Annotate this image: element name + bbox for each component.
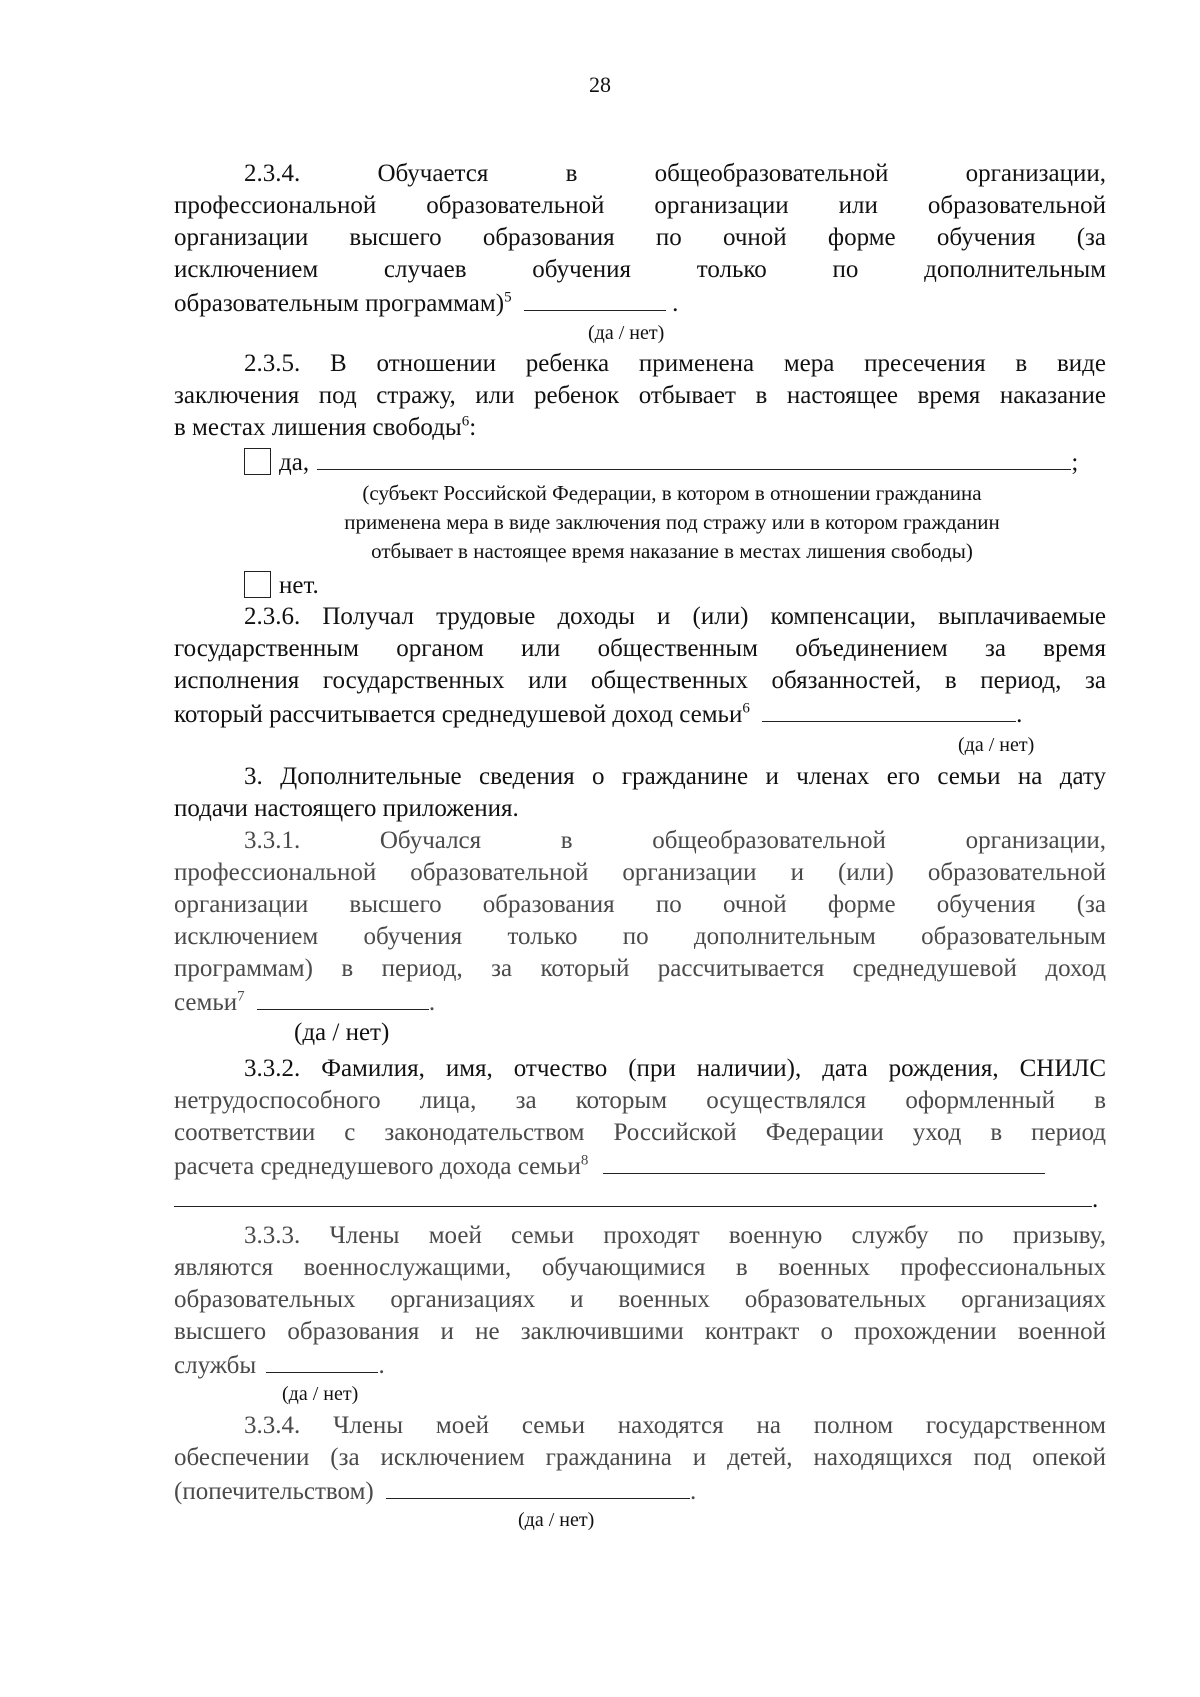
s332-continuation (174, 1182, 1098, 1216)
word: высшего (349, 224, 442, 251)
word: обучения (936, 224, 1036, 251)
period: . (672, 290, 679, 317)
s332-last-line (174, 1149, 1045, 1183)
s236-answer-field[interactable] (762, 697, 1016, 722)
s3-line-0: 3. Дополнительные сведения о гражданине и членах его семьи на дату (244, 763, 1106, 790)
s333-last-text: службы (174, 1352, 257, 1379)
s334-answer-field[interactable] (386, 1474, 690, 1499)
page-number: 28 (589, 72, 611, 97)
s235-last-text: в местах лишения свободы (174, 414, 462, 441)
s331-line-4: программам) в период, за который рассчитывается среднедушевой доход (174, 955, 1106, 982)
s3-last-line: подачи настоящего приложения. (174, 795, 519, 822)
word: профессиональной (174, 192, 377, 219)
s332-line-0: 3.3.2. Фамилия, имя, отчество (при наличии), дата рождения, СНИЛС (244, 1055, 1106, 1082)
s234-line-3 (174, 254, 1106, 286)
period: . (1016, 701, 1023, 728)
word: по (832, 256, 859, 283)
s332-answer-field[interactable] (603, 1149, 1045, 1174)
s331-last-line (174, 985, 435, 1019)
word: организации (654, 192, 789, 219)
s234-line-2 (174, 222, 1106, 254)
period: . (378, 1352, 385, 1379)
s334-hint: (да / нет) (518, 1509, 595, 1531)
s334-line-1: обеспечении (за исключением гражданина и детей, находящихся под опекой (174, 1444, 1106, 1471)
s331-line-0 (244, 825, 1106, 857)
no-checkbox[interactable] (244, 571, 271, 598)
word: организации (174, 224, 309, 251)
s236-line-1: государственным органом или общественным объединением за время (174, 635, 1106, 662)
semicolon: ; (1071, 449, 1079, 476)
s331-last-text: семьи (174, 989, 238, 1016)
word: образовательной (426, 192, 605, 219)
word: случаев (383, 256, 467, 283)
s235-hint-0: (субъект Российской Федерации, в котором в отношении гражданина (362, 481, 982, 505)
s236-hint: (да / нет) (958, 734, 1035, 756)
s333-hint: (да / нет) (282, 1383, 359, 1405)
s333-line-3: высшего образования и не заключившими контракт о прохождении военной (174, 1318, 1106, 1345)
s234-last-line (174, 286, 678, 320)
word: организации, (965, 827, 1107, 854)
s331-answer-field[interactable] (257, 985, 429, 1010)
word: дополнительным (924, 256, 1107, 283)
period: . (428, 989, 436, 1016)
s333-line-2: образовательных организациях и военных образовательных организациях (174, 1286, 1106, 1313)
period: . (689, 1478, 697, 1505)
word: образования (482, 224, 615, 251)
word: или (838, 192, 878, 219)
word: по (655, 224, 682, 251)
footnote-ref: 8 (580, 1152, 589, 1169)
s334-last-text: (попечительством) (174, 1478, 374, 1505)
colon: : (469, 414, 477, 441)
word: очной (722, 224, 787, 251)
word: 2.3.4. (244, 160, 301, 187)
s236-line-2: исполнения государственных или общественных обязанностей, в период, за (174, 667, 1106, 694)
s331-hint: (да / нет) (294, 1019, 390, 1046)
period: . (1092, 1186, 1099, 1213)
word: в (560, 827, 573, 854)
s236-line-0: 2.3.6. Получал трудовые доходы и (или) компенсации, выплачиваемые (244, 603, 1106, 630)
no-label: нет. (279, 572, 319, 599)
footnote-ref: 7 (237, 988, 245, 1005)
s334-last-line (174, 1474, 696, 1508)
s235-line-0: 2.3.5. В отношении ребенка применена мера пресечения в виде (244, 350, 1106, 377)
s331-line-3: исключением обучения только по дополнительным образовательным (174, 923, 1106, 950)
word: 3.3.1. (244, 827, 301, 854)
s332-line-2: соответствии с законодательством Российской Федерации уход в период (174, 1119, 1106, 1146)
s235-hint-2: отбывает в настоящее время наказание в местах лишения свободы) (371, 539, 973, 563)
s236-last-line (174, 697, 1022, 731)
word: форме (827, 224, 896, 251)
footnote-ref: 6 (742, 700, 750, 717)
word: образовательной (927, 192, 1107, 219)
s234-answer-field[interactable] (524, 286, 666, 311)
s236-last-text: который рассчитывается среднедушевой доход семьи (174, 701, 743, 728)
footnote-ref: 6 (461, 413, 470, 430)
s332-line-1: нетрудоспособного лица, за которым осуществлялся оформленный в (174, 1087, 1106, 1114)
s234-hint: (да / нет) (588, 322, 665, 344)
s234-last-text: образовательным программам) (174, 290, 505, 317)
yes-label: да, (279, 449, 310, 476)
yes-checkbox[interactable] (244, 448, 271, 475)
word: только (696, 256, 767, 283)
s235-region-field[interactable] (317, 445, 1071, 470)
footnote-ref: 5 (504, 289, 512, 306)
word: общеобразовательной (652, 827, 886, 854)
word: обучения (532, 256, 631, 283)
s332-answer-field-2[interactable] (174, 1182, 1092, 1207)
word: (за (1076, 224, 1107, 251)
s235-last-line (174, 412, 476, 444)
s235-option-no (244, 570, 319, 602)
s234-line-1 (174, 190, 1106, 222)
s235-option-yes (244, 445, 1078, 479)
word: в (565, 160, 578, 187)
s332-last-text: расчета среднедушевого дохода семьи (174, 1153, 581, 1180)
s333-last-line (174, 1348, 385, 1382)
s334-line-0: 3.3.4. Члены моей семьи находятся на полном государственном (244, 1412, 1106, 1439)
s333-answer-field[interactable] (266, 1348, 378, 1373)
word: Обучался (379, 827, 482, 854)
s235-hint-1: применена мера в виде заключения под стражу или в котором гражданин (344, 510, 1000, 534)
s333-line-1: являются военнослужащими, обучающимися в военных профессиональных (174, 1254, 1106, 1281)
s333-line-0: 3.3.3. Члены моей семьи проходят военную службу по призыву, (244, 1222, 1106, 1249)
s235-line-1: заключения под стражу, или ребенок отбывает в настоящее время наказание (174, 382, 1106, 409)
word: организации, (965, 160, 1107, 187)
word: общеобразовательной (654, 160, 889, 187)
word: Обучается (377, 160, 489, 187)
s234-line-0 (244, 158, 1106, 190)
s331-line-1: профессиональной образовательной организации и (или) образовательной (174, 859, 1106, 886)
s331-line-2: организации высшего образования по очной форме обучения (за (174, 891, 1106, 918)
word: исключением (174, 256, 319, 283)
